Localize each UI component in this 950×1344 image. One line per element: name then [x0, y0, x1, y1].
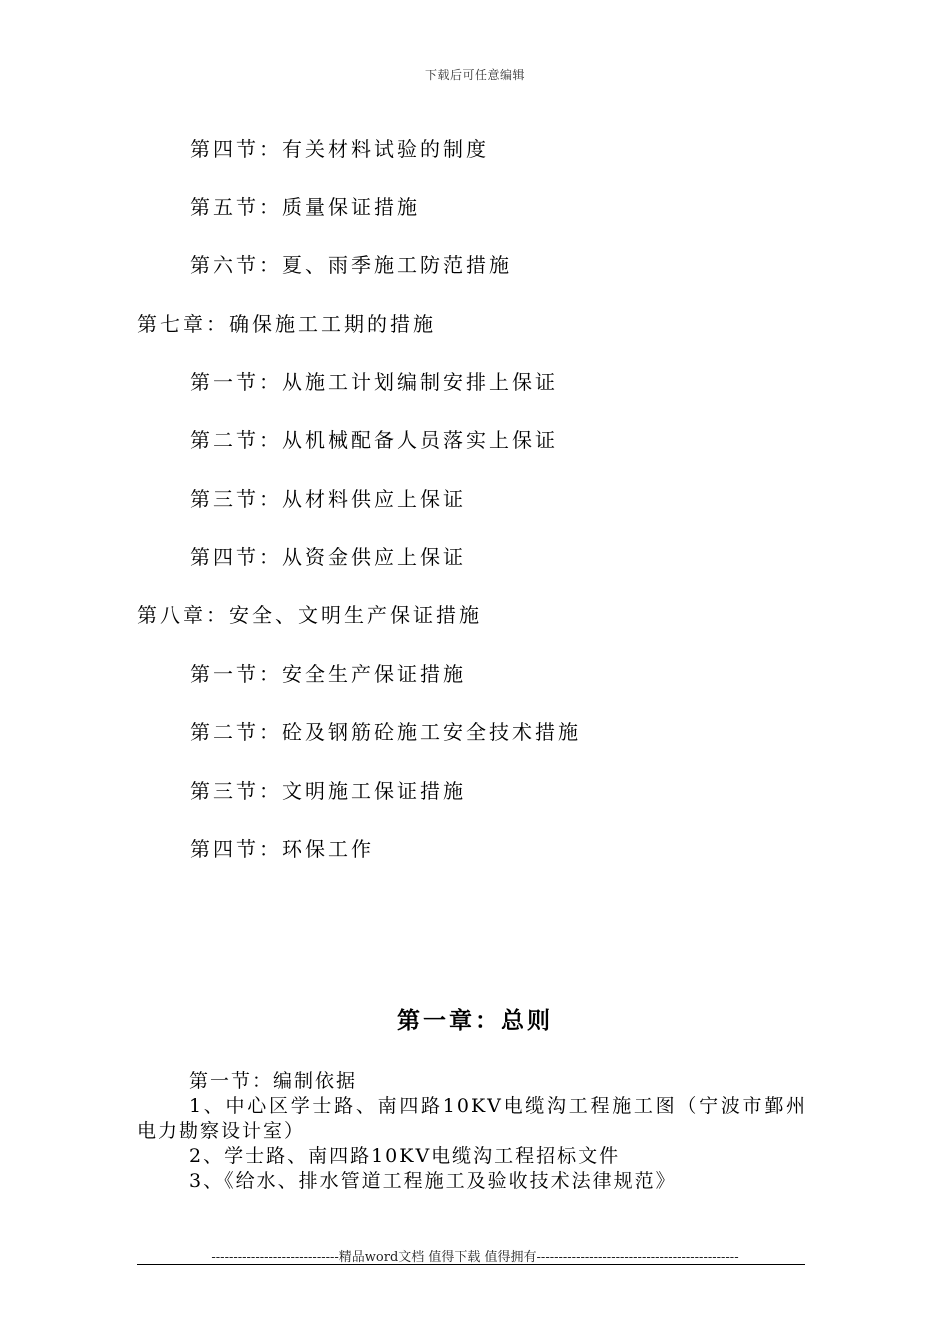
chapter-body [137, 1069, 807, 1194]
list-item: 2、学士路、南四路10KV电缆沟工程招标文件 [189, 1145, 621, 1167]
page-header: 下载后可任意编辑 [424, 68, 525, 82]
toc-item: 第一节：安全生产保证措施 [190, 662, 466, 686]
toc-item: 第六节：夏、雨季施工防范措施 [190, 253, 512, 277]
footer-divider [137, 1264, 805, 1265]
section-heading: 第一节：编制依据 [189, 1070, 358, 1092]
toc-item: 第二节：从机械配备人员落实上保证 [190, 428, 558, 452]
toc-item: 第四节：从资金供应上保证 [190, 545, 466, 569]
chapter-title: 第一章：总则 [397, 1007, 553, 1034]
list-item: 1、中心区学士路、南四路10KV电缆沟工程施工图（宁波市鄞州电力勘察设计室） [137, 1095, 807, 1142]
toc-item: 第四节：环保工作 [190, 837, 374, 861]
toc-item: 第五节：质量保证措施 [190, 195, 420, 219]
toc-chapter: 第八章：安全、文明生产保证措施 [137, 603, 482, 627]
toc-chapter: 第七章：确保施工工期的措施 [137, 312, 436, 336]
toc-item: 第三节：从材料供应上保证 [190, 487, 466, 511]
toc-item: 第二节：砼及钢筋砼施工安全技术措施 [190, 720, 581, 744]
toc-item: 第一节：从施工计划编制安排上保证 [190, 370, 558, 394]
toc-item: 第四节：有关材料试验的制度 [190, 137, 489, 161]
page-footer: -----------------------------精品word文档 值得下载 值得拥有---------------------------------------------- [211, 1250, 739, 1265]
list-item: 3、《给水、排水管道工程施工及验收技术法律规范》 [189, 1170, 677, 1192]
toc-item: 第三节：文明施工保证措施 [190, 779, 466, 803]
